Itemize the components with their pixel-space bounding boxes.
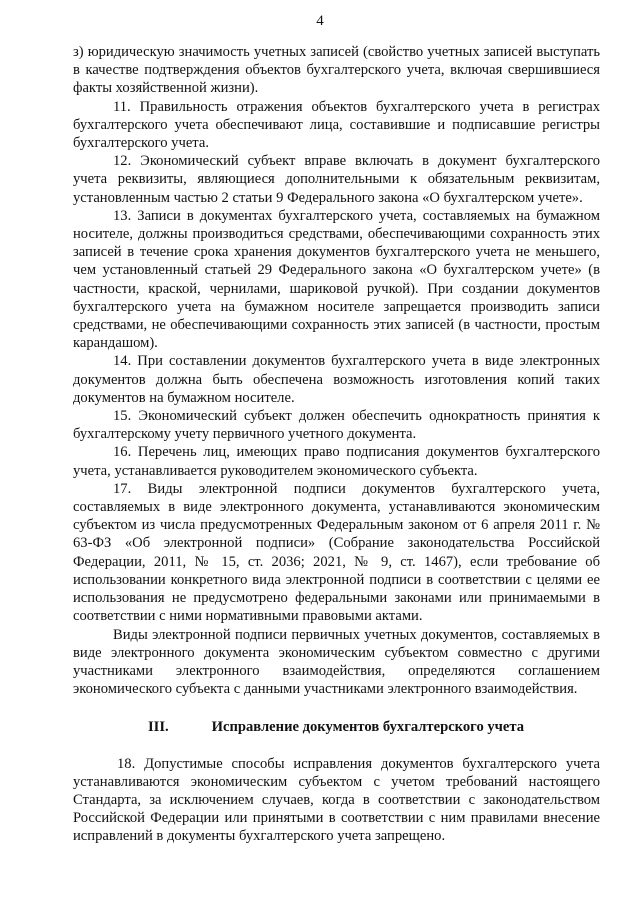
paragraph-z: з) юридическую значимость учетных записей (свойство учетных записей выступать в качестве подтверждения объектов бухгалтерского учета, включая свершившиеся факты хозяйственной жизни). [73, 44, 600, 97]
section-number: III. [148, 719, 169, 736]
document-body [73, 43, 600, 846]
paragraph-14: 14. При составлении документов бухгалтерского учета в виде электронных документов должна быть обеспечена возможность изготовления копий таких документов на бумажном носителе. [73, 353, 600, 406]
paragraph-17-continued: Виды электронной подписи первичных учетных документов, составляемых в виде электронного документа экономическим субъектом совместно с другими участниками электронного взаимодействия, определяются соглашением экономического субъекта с данными участниками электронного взаимодействия. [73, 626, 600, 698]
page-number: 4 [316, 13, 324, 29]
paragraph-15: 15. Экономический субъект должен обеспечить однократность принятия к бухгалтерскому учету первичного учетного документа. [73, 408, 600, 443]
section-title: Исправление документов бухгалтерского учета [211, 719, 525, 736]
paragraph-13: 13. Записи в документах бухгалтерского учета, составляемых на бумажном носителе, должны производиться средствами, обеспечивающими сохранность этих записей в течение срока хранения документов бухгалтерского учета не меньшего, чем установленный статьей 29 Федерального закона «О бухгалтерском учете» (в частности, краской, чернилами, шариковой ручкой). При создании документов бухгалтерского учета на бумажном носителе запрещается производить записи средствами, не обеспечивающими сохранность этих записей (в частности, простым карандашом). [73, 207, 600, 352]
paragraph-12: 12. Экономический субъект вправе включать в документ бухгалтерского учета реквизиты, являющиеся дополнительными к обязательным реквизитам, установленным частью 2 статьи 9 Федерального закона «О бухгалтерском учете». [73, 153, 600, 206]
paragraph-11: 11. Правильность отражения объектов бухгалтерского учета в регистрах бухгалтерского учета обеспечивают лица, составившие и подписавшие регистры бухгалтерского учета. [73, 98, 600, 152]
section-heading [73, 718, 600, 736]
paragraph-17: 17. Виды электронной подписи документов бухгалтерского учета, составляемых в виде электронного документа, устанавливаются экономическим субъектом из числа предусмотренных Федеральным законом от 6 апреля 2011 г. № 63-ФЗ «Об электронной подписи» (Собрание законодательства Российской Федерации, 2011, № 15, ст. 2036; 2021, № 9, ст. 1467), если требование об использовании конкретного вида электронной подписи в соответствии с целями ее использования не предусмотрено федеральными законами или принимаемыми в соответствии с ними нормативными правовыми актами. [73, 480, 600, 625]
paragraph-16: 16. Перечень лиц, имеющих право подписания документов бухгалтерского учета, устанавливается руководителем экономического субъекта. [73, 444, 600, 479]
paragraph-18: 18. Допустимые способы исправления документов бухгалтерского учета устанавливаются экономическим субъектом с учетом требований настоящего Стандарта, за исключением случаев, когда в соответствии с законодательством Российской Федерации или принятыми в соответствии с ним правилами внесение исправлений в документы бухгалтерского учета запрещено. [73, 755, 600, 845]
